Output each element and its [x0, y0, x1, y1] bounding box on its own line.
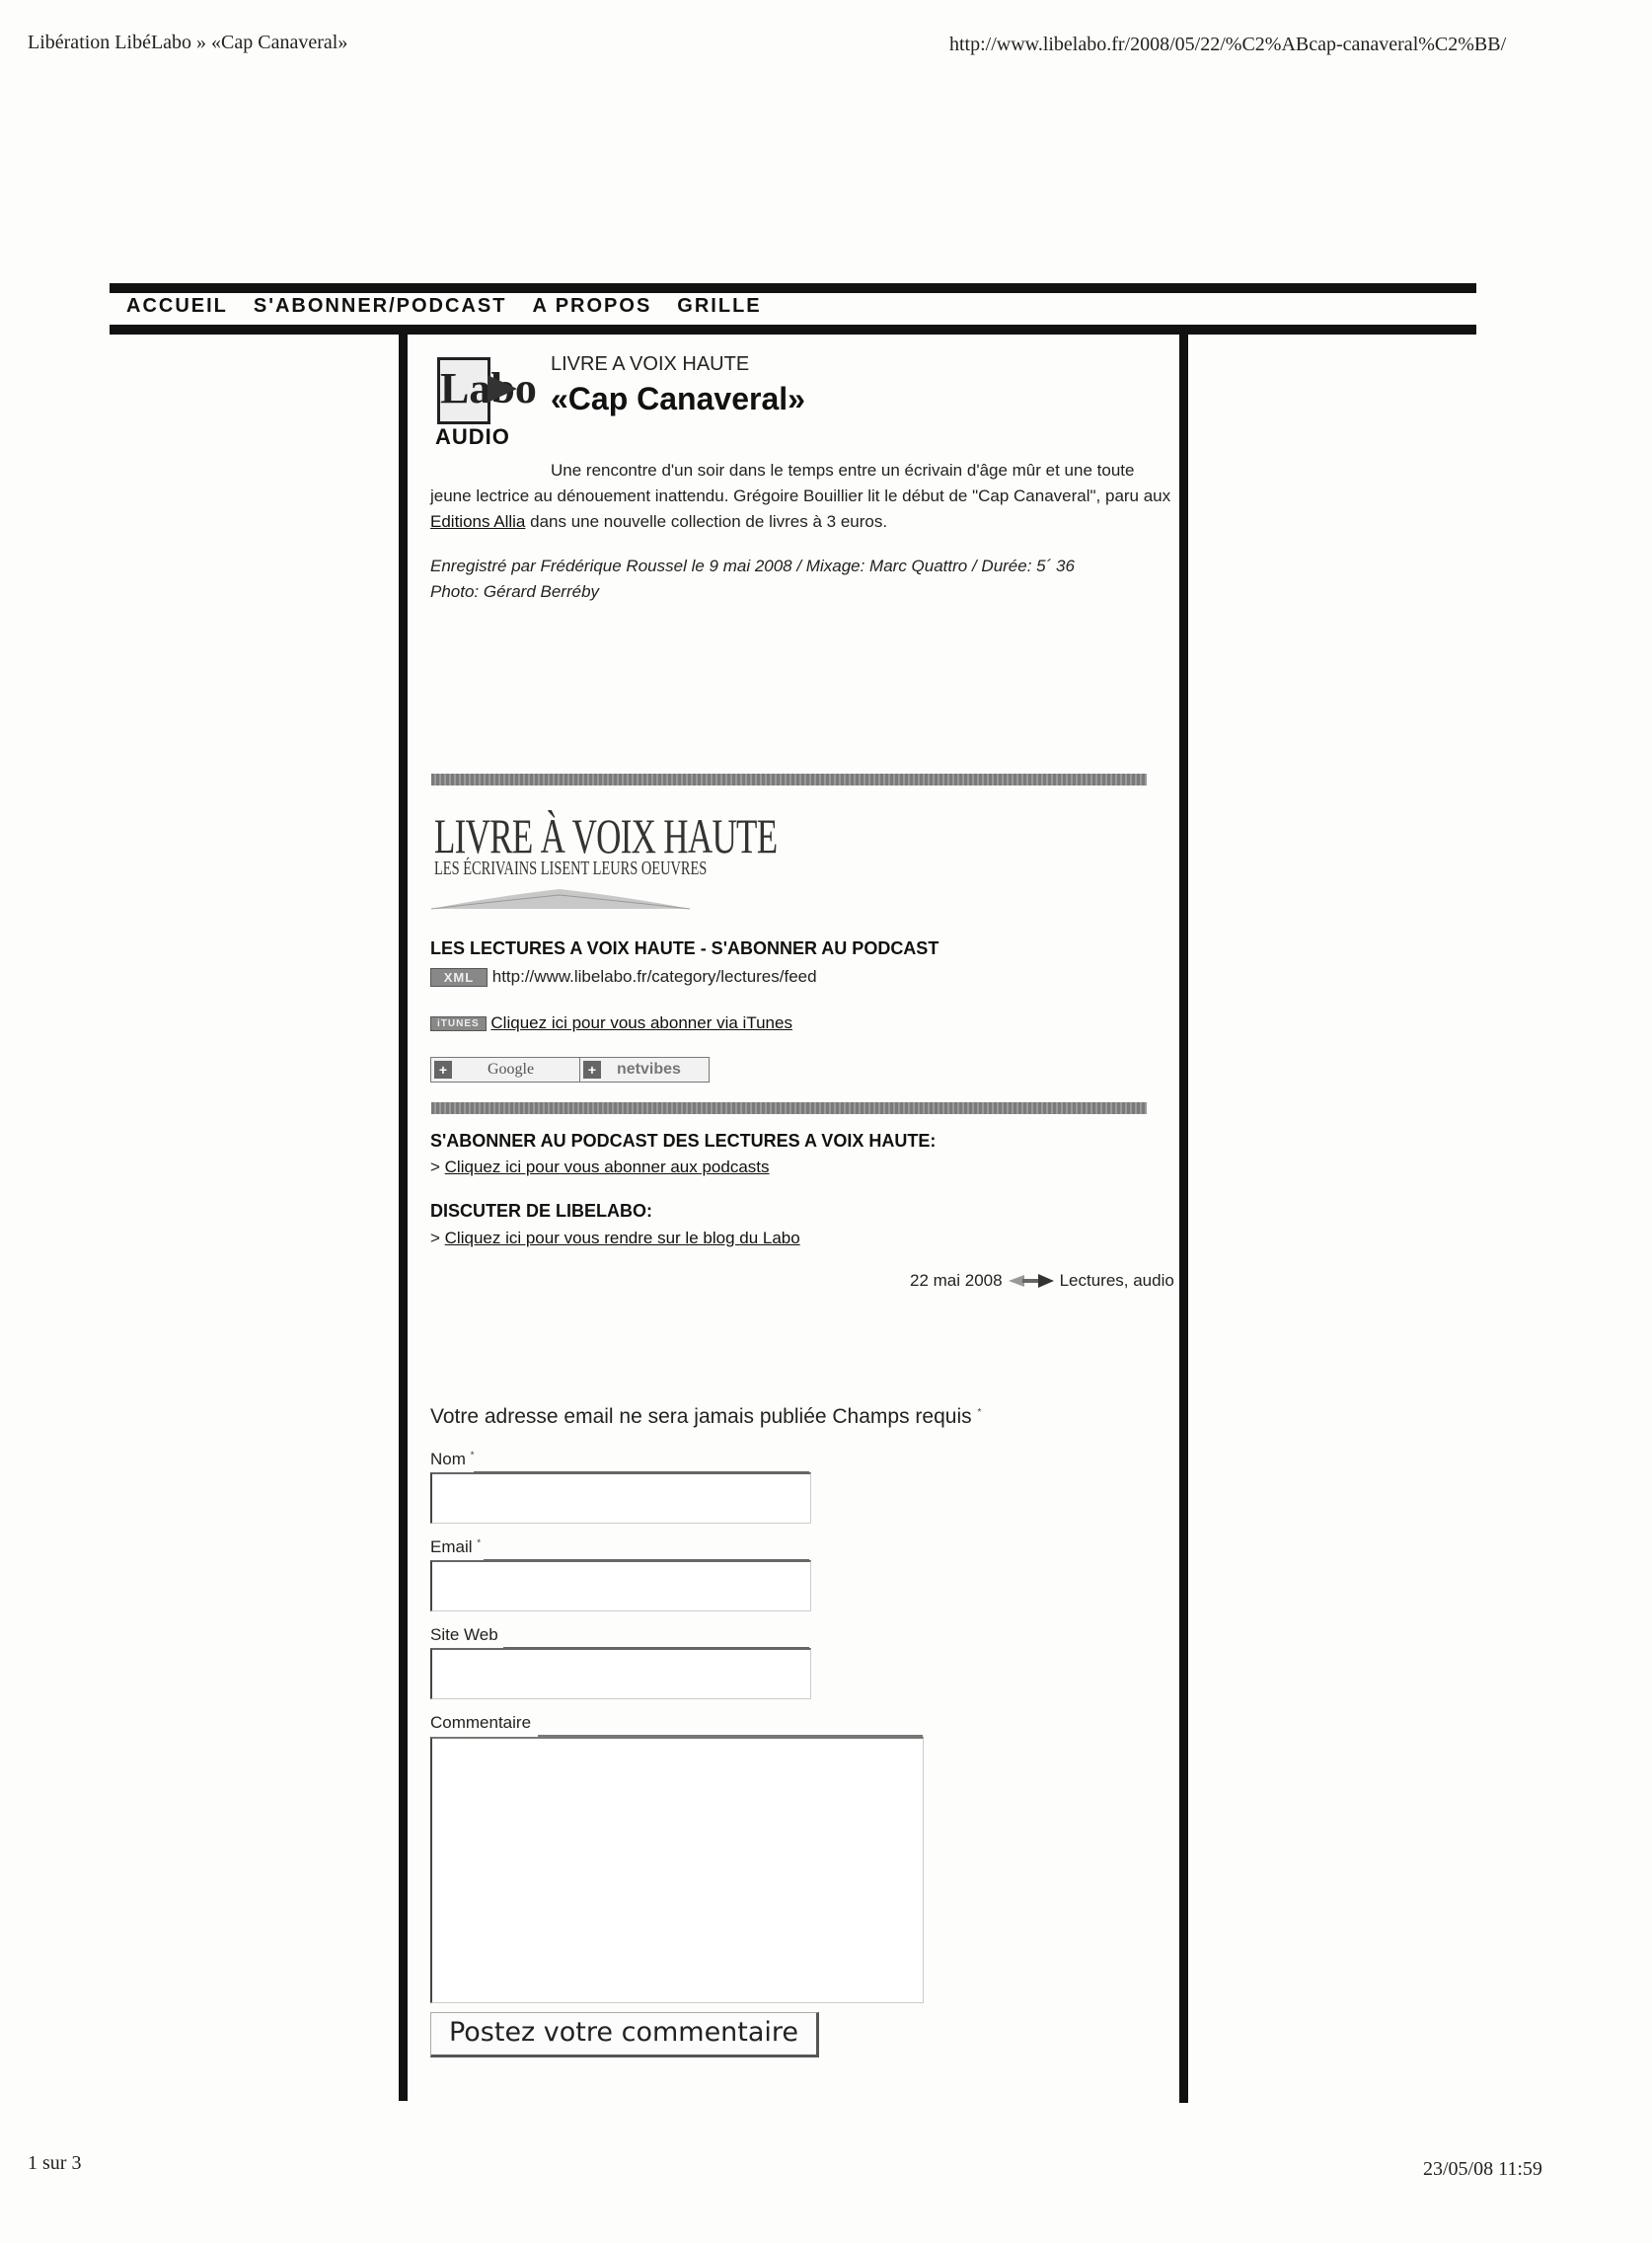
discuss-heading: DISCUTER DE LIBELABO:	[430, 1201, 652, 1221]
name-input[interactable]	[430, 1472, 811, 1524]
podcast-feed-url: http://www.libelabo.fr/category/lectures/feed	[491, 967, 817, 986]
content-left-border	[399, 335, 408, 2101]
nav-item-grille[interactable]: GRILLE	[677, 295, 762, 317]
post-categories[interactable]: Lectures, audio	[1059, 1271, 1174, 1290]
lavh-logo-subtitle: LES ÉCRIVAINS LISENT LEURS OEUVRES	[434, 858, 708, 879]
content-right-border	[1179, 335, 1188, 2103]
nav-top-rule	[110, 283, 1476, 293]
section-divider	[431, 774, 1147, 785]
podcast-heading: LES LECTURES A VOIX HAUTE - S'ABONNER AU PODCAST	[430, 938, 939, 958]
required-mark: *	[470, 1450, 475, 1461]
blog-link[interactable]: Cliquez ici pour vous rendre sur le blog du Labo	[444, 1229, 800, 1247]
article-credits: Enregistré par Frédérique Roussel le 9 mai 2008 / Mixage: Marc Quattro / Durée: 5´ 36	[430, 557, 1075, 575]
post-date: 22 mai 2008	[910, 1271, 1003, 1290]
plus-icon: +	[434, 1061, 452, 1079]
print-timestamp: 23/05/08 11:59	[1423, 2158, 1542, 2180]
lavh-logo-title: LIVRE À VOIX HAUTE	[434, 808, 778, 863]
discuss-row	[430, 1229, 800, 1248]
labo-logo-mark: Labo	[437, 357, 490, 424]
subscribe-podcast-link[interactable]: Cliquez ici pour vous abonner aux podcasts	[444, 1158, 770, 1176]
comment-textarea[interactable]	[430, 1737, 924, 2003]
nav-item-a-propos[interactable]: A PROPOS	[532, 295, 652, 317]
play-arrow-icon	[488, 375, 517, 403]
article-lead-line-1: Une rencontre d'un soir dans le temps entre un écrivain d'âge mûr et une toute	[551, 461, 1135, 480]
labo-audio-label: AUDIO	[435, 424, 510, 449]
discuss-prefix: >	[430, 1229, 445, 1247]
lavh-logo-wave	[431, 883, 690, 911]
main-nav	[126, 295, 788, 318]
xml-feed-icon[interactable]: XML	[430, 968, 488, 987]
post-meta	[910, 1271, 1174, 1291]
nav-bottom-rule	[110, 325, 1476, 335]
article-photo-credit: Photo: Gérard Berréby	[430, 582, 600, 601]
email-label	[430, 1537, 481, 1557]
email-input[interactable]	[430, 1560, 811, 1611]
print-page-title: Libération LibéLabo » «Cap Canaveral»	[28, 32, 348, 53]
name-label	[430, 1450, 475, 1469]
required-mark: *	[477, 1537, 482, 1549]
double-arrow-icon	[1009, 1273, 1054, 1289]
nav-item-podcast[interactable]: S'ABONNER/PODCAST	[253, 295, 507, 317]
editions-allia-link[interactable]: Editions Allia	[430, 512, 526, 531]
print-page-url: http://www.libelabo.fr/2008/05/22/%C2%ABcap-canaveral%C2%BB/	[949, 34, 1507, 55]
labo-audio-logo	[431, 353, 537, 452]
plus-icon: +	[583, 1061, 601, 1079]
add-to-google-button[interactable]	[430, 1057, 580, 1083]
subscribe-prefix: >	[430, 1158, 445, 1176]
name-label-text: Nom	[430, 1450, 466, 1468]
google-label: Google	[488, 1061, 535, 1078]
email-label-text: Email	[430, 1537, 473, 1556]
print-page-number: 1 sur 3	[28, 2152, 82, 2174]
site-label: Site Web	[430, 1625, 498, 1644]
submit-comment-button[interactable]: Postez votre commentaire	[430, 2012, 819, 2057]
subscribe-row	[430, 1158, 770, 1177]
article-lead-line-2: jeune lectrice au dénouement inattendu. Grégoire Bouillier lit le début de "Cap Canaveral", paru aux	[430, 486, 1171, 505]
article-lead-tail: dans une nouvelle collection de livres à 3 euros.	[525, 512, 888, 531]
required-mark: *	[977, 1407, 982, 1418]
itunes-subscribe-link[interactable]: Cliquez ici pour vous abonner via iTunes	[490, 1013, 792, 1032]
form-notice	[430, 1405, 981, 1429]
article-kicker: LIVRE A VOIX HAUTE	[551, 353, 750, 375]
form-notice-text: Votre adresse email ne sera jamais publiée Champs requis	[430, 1405, 972, 1428]
podcast-feed-row	[430, 967, 817, 987]
netvibes-label: netvibes	[617, 1061, 681, 1078]
article-lead-line-3	[430, 509, 887, 535]
nav-item-accueil[interactable]: ACCUEIL	[126, 295, 228, 317]
comment-label: Commentaire	[430, 1713, 532, 1732]
article-title: «Cap Canaveral»	[551, 381, 805, 416]
add-to-netvibes-button[interactable]	[579, 1057, 710, 1083]
itunes-icon[interactable]: iTUNES	[430, 1016, 487, 1031]
itunes-row	[430, 1013, 792, 1033]
website-input[interactable]	[430, 1648, 811, 1699]
section-divider	[431, 1102, 1147, 1114]
subscribe-heading: S'ABONNER AU PODCAST DES LECTURES A VOIX HAUTE:	[430, 1131, 937, 1151]
